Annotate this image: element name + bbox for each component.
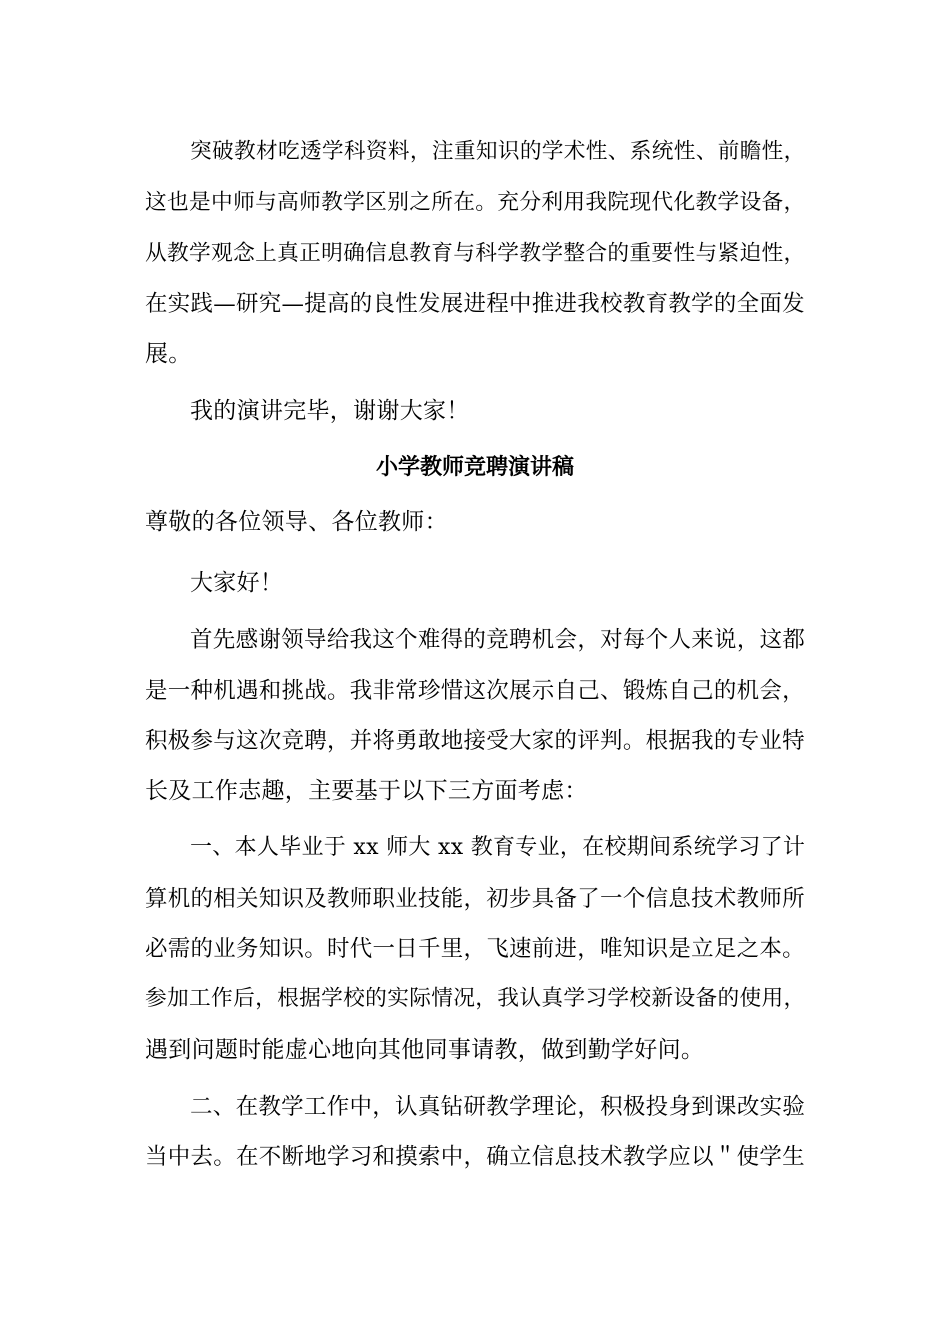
text-line: 展。 xyxy=(145,341,192,367)
text-line: 从教学观念上真正明确信息教育与科学教学整合的重要性与紧迫性， xyxy=(145,241,806,266)
greeting: 大家好！ xyxy=(190,570,284,596)
text-line: 二、在教学工作中，认真钻研教学理论，积极投身到课改实验 xyxy=(190,1094,806,1120)
text-line: 必需的业务知识。时代一日千里，飞速前进，唯知识是立足之本。 xyxy=(145,936,805,962)
text-line: 参加工作后，根据学校的实际情况，我认真学习学校新设备的使用， xyxy=(145,986,806,1011)
text-line: 在实践—研究—提高的良性发展进程中推进我校教育教学的全面发 xyxy=(145,291,805,317)
text-line: 积极参与这次竞聘，并将勇敢地接受大家的评判。根据我的专业特 xyxy=(145,728,805,754)
text-line: 一、本人毕业于 xx 师大 xx 教育专业，在校期间系统学习了计 xyxy=(190,835,806,860)
text-line: 首先感谢领导给我这个难得的竞聘机会，对每个人来说，这都 xyxy=(190,627,806,653)
text-line: 算机的相关知识及教师职业技能，初步具备了一个信息技术教师所 xyxy=(145,886,805,912)
text-line: 当中去。在不断地学习和摸索中，确立信息技术教学应以＂使学生 xyxy=(145,1144,805,1170)
text-line: 突破教材吃透学科资料，注重知识的学术性、系统性、前瞻性， xyxy=(190,139,806,164)
text-line: 是一种机遇和挑战。我非常珍惜这次展示自己、锻炼自己的机会， xyxy=(145,678,805,704)
speech-title: 小学教师竞聘演讲稿 xyxy=(375,454,574,480)
salutation: 尊敬的各位领导、各位教师： xyxy=(145,509,448,535)
text-line: 长及工作志趣，主要基于以下三方面考虑： xyxy=(145,778,588,804)
text-line: 这也是中师与高师教学区别之所在。充分利用我院现代化教学设备， xyxy=(145,190,806,215)
text-line: 遇到问题时能虚心地向其他同事请教，做到勤学好问。 xyxy=(145,1037,705,1063)
closing-line: 我的演讲完毕，谢谢大家！ xyxy=(190,398,470,424)
